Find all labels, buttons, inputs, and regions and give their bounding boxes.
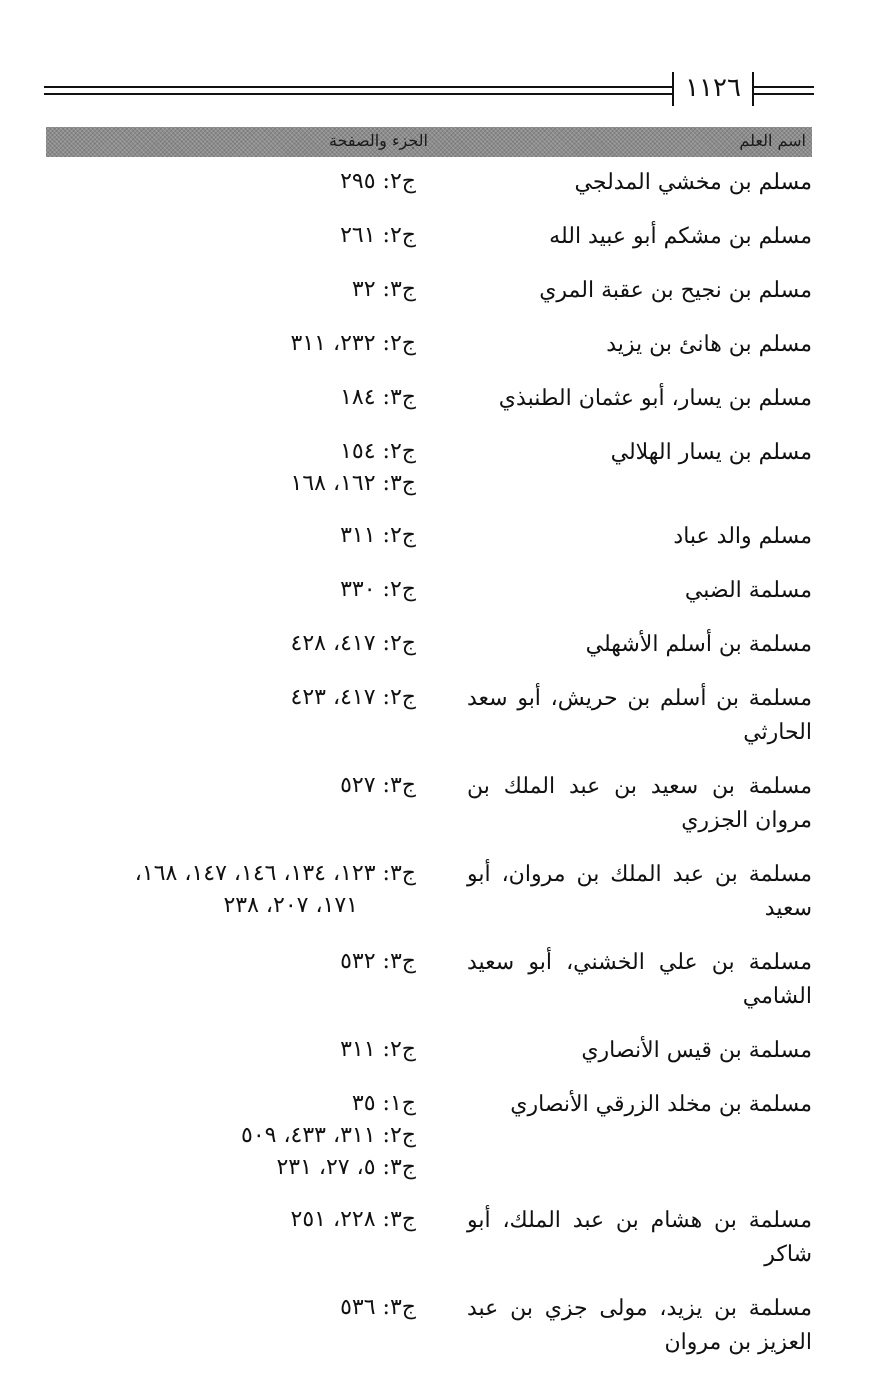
reference-line [0,1152,416,1184]
page-numbers: ١٢٣، ١٣٤، ١٤٦، ١٤٧، ١٦٨، [134,861,376,886]
volume-label: ج٣: [382,471,416,496]
volume-label: ج٢: [382,577,416,602]
entry-name: مسلم بن مخشي المدلجي [574,170,812,195]
entry-references [0,166,416,198]
index-entry [0,220,879,254]
entry-references [0,1204,416,1236]
volume-label: ج٢: [382,331,416,356]
page-numbers: ٣١١ [340,523,376,548]
entry-name: مسلم بن يسار، أبو عثمان الطنبذي [498,386,812,411]
page-numbers: ٣٣٠ [340,577,376,602]
page-numbers-continued: ١٧١، ٢٠٧، ٢٣٨ [223,893,358,918]
header-rule-right [754,86,814,95]
page-numbers: ٥٣٦ [340,1295,376,1320]
entry-references [0,520,416,552]
reference-line [0,682,416,714]
volume-label: ج٣: [382,949,416,974]
entry-name: مسلمة بن علي الخشني، أبو سعيد الشامي [467,950,812,1009]
entry-references [0,1034,416,1066]
entry-name: مسلم بن هانئ بن يزيد [606,332,812,357]
index-entry [0,382,879,416]
reference-line [0,1204,416,1236]
volume-label: ج٢: [382,1037,416,1062]
entry-name: مسلمة بن هشام بن عبد الملك، أبو شاكر [467,1208,812,1267]
header-divider-left [672,72,674,106]
running-header [44,66,814,110]
index-entries [0,166,879,1380]
entry-references [0,1088,416,1184]
page-numbers: ٣٢ [351,277,376,302]
reference-line [0,382,416,414]
page-numbers: ٥٢٧ [340,773,376,798]
reference-line [0,628,416,660]
entry-name: مسلم بن نجيح بن عقبة المري [539,278,812,303]
index-entry [0,858,879,926]
index-entry [0,1088,879,1184]
index-entry [0,436,879,500]
entry-name: مسلم بن يسار الهلالي [610,440,812,465]
page-numbers: ٢٦١ [340,223,376,248]
reference-line [0,946,416,978]
entry-name: مسلمة بن يزيد، مولى جزي بن عبد العزيز بن مروان [467,1296,812,1355]
entry-name: مسلمة بن سعيد بن عبد الملك بن مروان الجزري [467,774,812,833]
entry-references [0,946,416,978]
index-entry [0,770,879,838]
reference-line [0,468,416,500]
entry-name: مسلم والد عباد [673,524,812,549]
index-entry [0,274,879,308]
entry-references [0,628,416,660]
reference-line [0,1034,416,1066]
page-numbers: ٣١١، ٤٣٣، ٥٠٩ [241,1123,376,1148]
volume-label: ج٢: [382,523,416,548]
entry-name: مسلمة الضبي [684,578,812,603]
reference-line [0,166,416,198]
index-entry [0,1204,879,1272]
volume-label: ج٢: [382,1123,416,1148]
entry-name: مسلمة بن قيس الأنصاري [581,1038,812,1063]
page-number: ١١٢٦ [685,73,741,103]
reference-line [0,1120,416,1152]
page-numbers: ١٦٢، ١٦٨ [290,471,376,496]
page-numbers: ٤١٧، ٤٢٣ [290,685,376,710]
volume-label: ج٢: [382,685,416,710]
column-heading-band [46,127,812,157]
volume-label: ج٣: [382,861,416,886]
reference-line [0,574,416,606]
volume-label: ج٢: [382,169,416,194]
volume-label: ج٢: [382,439,416,464]
index-entry [0,520,879,554]
index-entry [0,1034,879,1068]
column-heading-volume-page: الجزء والصفحة [328,131,428,150]
reference-line [0,858,416,922]
page-numbers: ٣١١ [340,1037,376,1062]
page-numbers: ٢٢٨، ٢٥١ [290,1207,376,1232]
entry-references [0,574,416,606]
reference-line [0,436,416,468]
entry-references [0,770,416,802]
reference-line [0,1088,416,1120]
volume-label: ج٣: [382,1295,416,1320]
volume-label: ج٣: [382,277,416,302]
entry-name: مسلمة بن مخلد الزرقي الأنصاري [510,1092,812,1117]
index-entry [0,328,879,362]
page-numbers: ١٨٤ [340,385,376,410]
entry-references [0,328,416,360]
reference-line [0,1292,416,1324]
entry-references [0,382,416,414]
page-numbers: ٥٣٢ [340,949,376,974]
entry-references [0,274,416,306]
entry-references [0,682,416,714]
volume-label: ج٣: [382,1155,416,1180]
volume-label: ج٣: [382,773,416,798]
page-numbers: ٢٣٢، ٣١١ [290,331,376,356]
reference-line [0,274,416,306]
entry-references [0,436,416,500]
index-entry [0,682,879,750]
page-numbers: ٤١٧، ٤٢٨ [290,631,376,656]
entry-references [0,220,416,252]
reference-line [0,770,416,802]
entry-name: مسلمة بن أسلم الأشهلي [585,632,812,657]
entry-name: مسلمة بن أسلم بن حريش، أبو سعد الحارثي [467,686,812,745]
index-entry [0,946,879,1014]
entry-references [0,858,416,922]
volume-label: ج٢: [382,631,416,656]
index-entry [0,1292,879,1360]
volume-label: ج١: [382,1091,416,1116]
index-entry [0,166,879,200]
reference-line [0,220,416,252]
column-heading-name: اسم العلم [739,131,806,150]
header-rule-left [44,86,672,95]
reference-line [0,520,416,552]
page-numbers: ٢٩٥ [340,169,376,194]
page-numbers: ١٥٤ [340,439,376,464]
index-entry [0,628,879,662]
entry-name: مسلم بن مشكم أبو عبيد الله [549,224,812,249]
entry-name: مسلمة بن عبد الملك بن مروان، أبو سعيد [467,862,812,921]
volume-label: ج٢: [382,223,416,248]
page-numbers: ٣٥ [351,1091,376,1116]
index-entry [0,574,879,608]
volume-label: ج٣: [382,1207,416,1232]
reference-line [0,328,416,360]
volume-label: ج٣: [382,385,416,410]
page-numbers: ٥، ٢٧، ٢٣١ [276,1155,376,1180]
entry-references [0,1292,416,1324]
